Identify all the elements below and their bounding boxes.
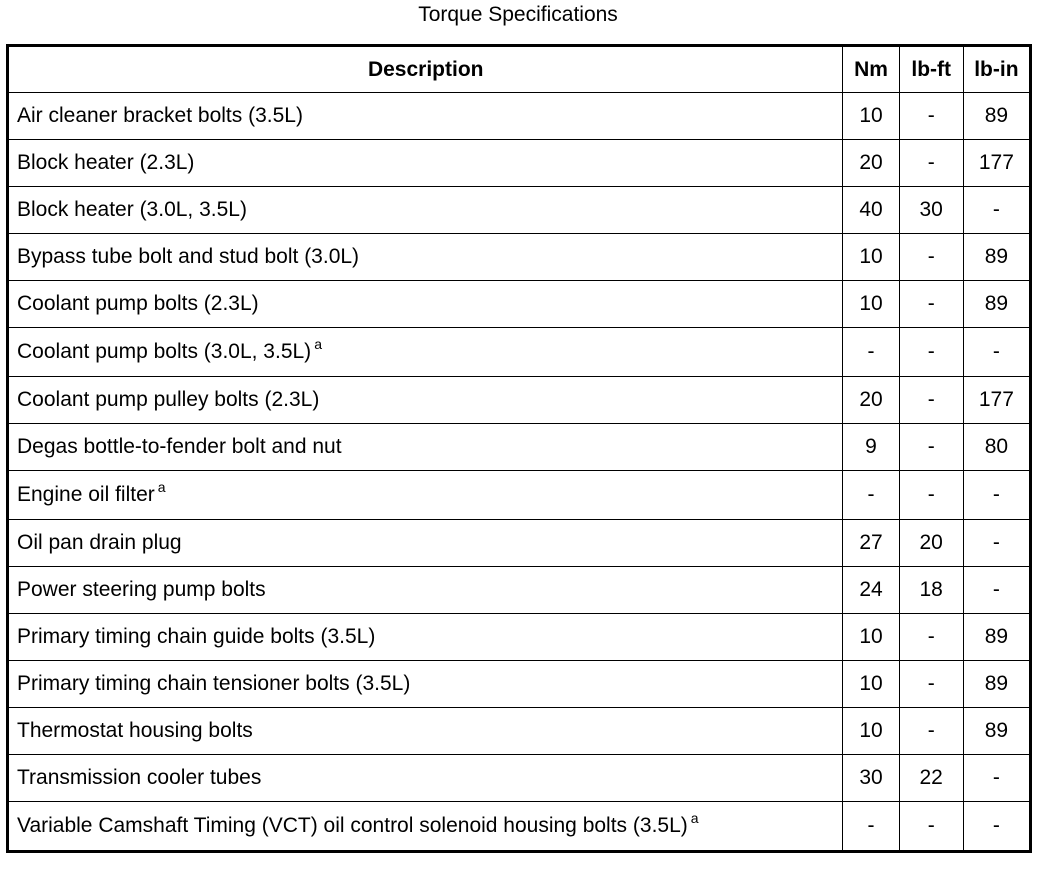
table-caption: Torque Specifications [418,3,618,26]
table-row [8,328,1031,377]
row-description: Coolant pump bolts (2.3L) [17,292,259,315]
row-lbin-value: - [963,567,1030,614]
row-description-cell [8,234,843,281]
table-row [8,520,1031,567]
row-lbft-value: - [899,661,963,708]
row-description: Primary timing chain guide bolts (3.5L) [17,625,376,648]
table-row [8,424,1031,471]
row-description: Bypass tube bolt and stud bolt (3.0L) [17,245,360,268]
row-description: Coolant pump pulley bolts (2.3L) [17,388,320,411]
row-lbin-value: 89 [963,281,1030,328]
torque-spec-table [6,44,1032,853]
row-lbin-value: - [963,328,1030,377]
footnote-marker: a [157,479,166,495]
row-description-cell [8,708,843,755]
row-nm-value: 9 [843,424,899,471]
row-description-cell [8,187,843,234]
table-row [8,755,1031,802]
row-description: Thermostat housing bolts [17,719,253,742]
row-lbft-value: - [899,281,963,328]
row-description: Coolant pump bolts (3.0L, 3.5L) [17,340,312,363]
row-description: Primary timing chain tensioner bolts (3.5L) [17,672,411,695]
row-description-cell [8,661,843,708]
table-row [8,234,1031,281]
row-nm-value: 10 [843,708,899,755]
row-lbft-value: - [899,708,963,755]
row-description-cell [8,328,843,377]
row-lbin-value: - [963,187,1030,234]
row-lbin-value: 89 [963,708,1030,755]
header-nm: Nm [843,46,899,93]
row-nm-value: 20 [843,377,899,424]
row-lbft-value: 20 [899,520,963,567]
row-description: Degas bottle-to-fender bolt and nut [17,435,342,458]
row-description: Transmission cooler tubes [17,766,262,789]
table-body [8,93,1031,852]
row-description-cell [8,755,843,802]
row-description-cell [8,567,843,614]
row-nm-value: - [843,328,899,377]
row-nm-value: 10 [843,93,899,140]
row-lbft-value: - [899,424,963,471]
table-row [8,140,1031,187]
footnote-marker: a [314,336,322,352]
table-row [8,802,1031,852]
table-row [8,377,1031,424]
table-row [8,281,1031,328]
row-lbft-value: 22 [899,755,963,802]
row-lbin-value: 89 [963,661,1030,708]
row-nm-value: 30 [843,755,899,802]
row-lbin-value: - [963,471,1030,520]
row-description-cell [8,614,843,661]
row-description-cell [8,377,843,424]
table-row [8,708,1031,755]
row-description: Power steering pump bolts [17,578,266,601]
table-row [8,614,1031,661]
row-nm-value: - [843,802,899,852]
row-lbin-value: 89 [963,93,1030,140]
row-nm-value: 24 [843,567,899,614]
row-description: Engine oil filter [17,483,155,506]
row-lbft-value: - [899,377,963,424]
table-row [8,93,1031,140]
header-lbft: lb-ft [899,46,963,93]
row-nm-value: 10 [843,614,899,661]
row-description-cell [8,424,843,471]
row-nm-value: 20 [843,140,899,187]
row-nm-value: 10 [843,234,899,281]
row-description: Air cleaner bracket bolts (3.5L) [17,104,303,127]
header-description: Description [8,46,843,93]
row-description-cell [8,520,843,567]
row-description-cell [8,802,843,852]
row-nm-value: 40 [843,187,899,234]
row-lbin-value: 89 [963,234,1030,281]
row-lbft-value: - [899,234,963,281]
row-lbin-value: 80 [963,424,1030,471]
row-lbin-value: 89 [963,614,1030,661]
row-nm-value: - [843,471,899,520]
row-lbft-value: - [899,93,963,140]
table-row [8,661,1031,708]
row-description-cell [8,93,843,140]
table-row [8,567,1031,614]
row-lbft-value: - [899,471,963,520]
footnote-marker: a [690,810,699,826]
row-lbft-value: - [899,140,963,187]
row-description: Block heater (2.3L) [17,151,195,174]
row-lbin-value: 177 [963,377,1030,424]
row-lbft-value: - [899,802,963,852]
row-description: Block heater (3.0L, 3.5L) [17,198,247,221]
row-nm-value: 27 [843,520,899,567]
row-lbft-value: - [899,614,963,661]
header-row [8,46,1031,93]
row-description-cell [8,471,843,520]
row-lbin-value: - [963,755,1030,802]
row-lbft-value: 30 [899,187,963,234]
row-lbin-value: 177 [963,140,1030,187]
row-lbft-value: 18 [899,567,963,614]
row-nm-value: 10 [843,281,899,328]
row-nm-value: 10 [843,661,899,708]
row-description: Oil pan drain plug [17,531,182,554]
row-description-cell [8,140,843,187]
row-lbin-value: - [963,802,1030,852]
row-lbin-value: - [963,520,1030,567]
table-row [8,471,1031,520]
header-lbin: lb-in [963,46,1030,93]
table-row [8,187,1031,234]
row-description: Variable Camshaft Timing (VCT) oil control solenoid housing bolts (3.5L) [17,814,688,837]
row-lbft-value: - [899,328,963,377]
row-description-cell [8,281,843,328]
